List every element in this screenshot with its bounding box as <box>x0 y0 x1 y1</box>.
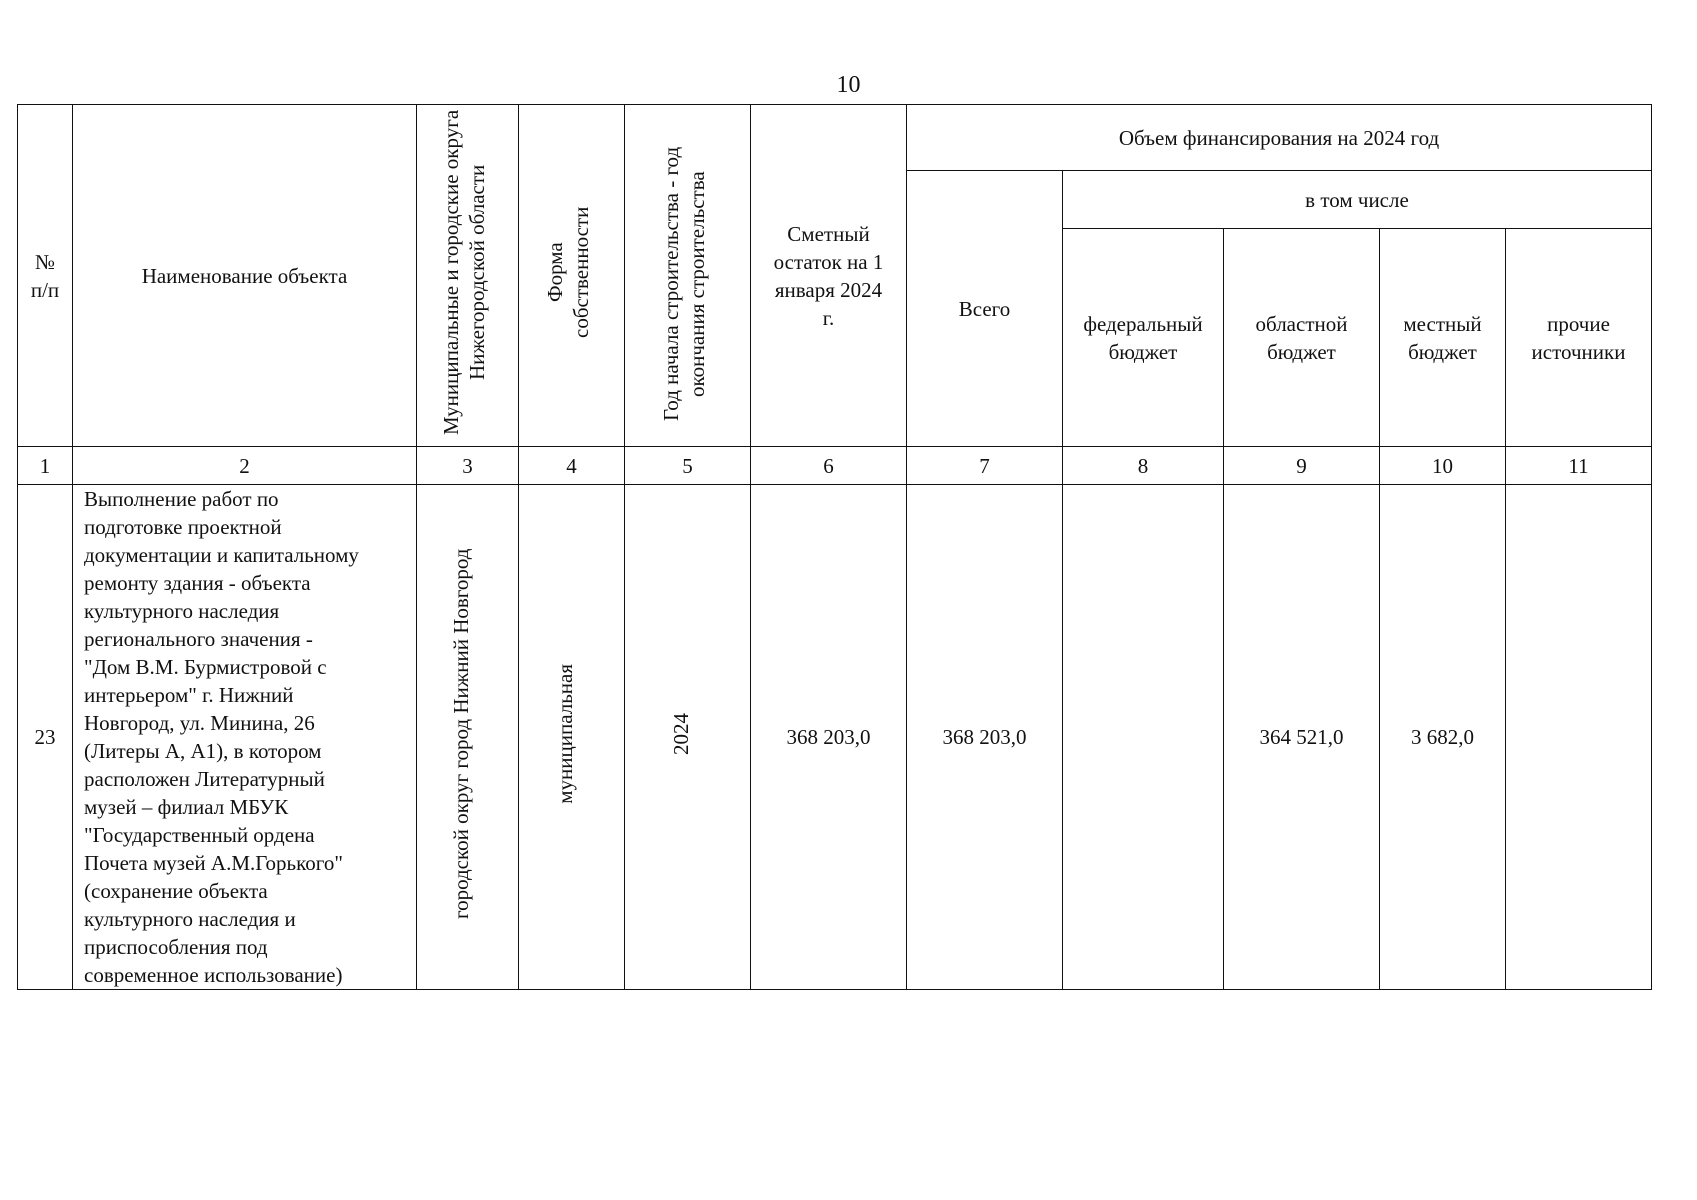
column-number: 2 <box>73 447 417 485</box>
row-municipal <box>417 485 519 990</box>
row-name-line: "Дом В.М. Бурмистровой с <box>84 655 327 679</box>
column-numbers-row <box>18 447 1652 485</box>
header-total: Всего <box>907 171 1063 447</box>
column-number: 1 <box>18 447 73 485</box>
column-number: 7 <box>907 447 1063 485</box>
header-other <box>1506 229 1652 447</box>
header-estimate <box>751 105 907 447</box>
row-regional: 364 521,0 <box>1224 485 1380 990</box>
header-ownership <box>519 105 625 447</box>
header-row-1 <box>18 105 1652 171</box>
header-local-label: местный бюджет <box>1403 311 1482 364</box>
row-name-line: интерьером" г. Нижний <box>84 683 294 707</box>
row-name-line: приспособления под <box>84 935 268 959</box>
row-name-line: документации и капитальному <box>84 543 359 567</box>
row-estimate: 368 203,0 <box>751 485 907 990</box>
header-name: Наименование объекта <box>73 105 417 447</box>
row-other <box>1506 485 1652 990</box>
header-local <box>1380 229 1506 447</box>
row-local: 3 682,0 <box>1380 485 1506 990</box>
row-federal <box>1063 485 1224 990</box>
row-name-line: современное использование) <box>84 963 343 987</box>
page-number: 10 <box>836 72 861 98</box>
row-num: 23 <box>18 485 73 990</box>
row-total: 368 203,0 <box>907 485 1063 990</box>
header-years-label: Год начала строительства - год окончания строительства <box>658 146 709 422</box>
row-name-line: регионального значения - <box>84 627 313 651</box>
header-municipal <box>417 105 519 447</box>
header-num-label: № п/п <box>30 249 60 302</box>
header-estimate-label: Сметный остаток на 1 января 2024 г. <box>773 221 884 330</box>
row-name-line: (сохранение объекта <box>84 879 268 903</box>
column-number: 11 <box>1506 447 1652 485</box>
header-funding-group: Объем финансирования на 2024 год <box>907 105 1652 171</box>
table-row <box>18 485 1652 990</box>
row-name-line: культурного наследия <box>84 599 280 623</box>
header-ownership-label: Форма собственности <box>542 206 593 338</box>
column-number: 10 <box>1380 447 1506 485</box>
header-federal-label: федеральный бюджет <box>1083 311 1203 364</box>
row-name-line: Почета музей А.М.Горького" <box>84 851 343 875</box>
row-name-line: (Литеры А, А1), в котором <box>84 739 322 763</box>
row-ownership-label: муниципальная <box>552 663 577 804</box>
row-years-label: 2024 <box>668 712 693 755</box>
row-name-line: Новгород, ул. Минина, 26 <box>84 711 315 735</box>
column-number: 8 <box>1063 447 1224 485</box>
row-name-line: Выполнение работ по <box>84 487 279 511</box>
header-regional <box>1224 229 1380 447</box>
header-including: в том числе <box>1063 171 1652 229</box>
header-regional-label: областной бюджет <box>1255 311 1348 364</box>
header-federal <box>1063 229 1224 447</box>
row-name-line: расположен Литературный <box>84 767 325 791</box>
row-name-line: ремонту здания - объекта <box>84 571 311 595</box>
column-number: 9 <box>1224 447 1380 485</box>
row-municipal-label: городской округ город Нижний Новгород <box>448 548 473 919</box>
header-other-label: прочие источники <box>1531 311 1626 364</box>
header-years <box>625 105 751 447</box>
row-name-lines <box>84 485 412 989</box>
funding-table <box>17 104 1652 990</box>
row-name-line: культурного наследия и <box>84 907 296 931</box>
row-years <box>625 485 751 990</box>
row-ownership <box>519 485 625 990</box>
header-num <box>18 105 73 447</box>
row-name-line: музей – филиал МБУК <box>84 795 289 819</box>
column-number: 4 <box>519 447 625 485</box>
column-number: 3 <box>417 447 519 485</box>
column-number: 6 <box>751 447 907 485</box>
row-name-line: "Государственный ордена <box>84 823 315 847</box>
row-name <box>73 485 417 990</box>
row-name-line: подготовке проектной <box>84 515 282 539</box>
header-municipal-label: Муниципальные и городские округа Нижегородской области <box>438 109 489 435</box>
column-number: 5 <box>625 447 751 485</box>
